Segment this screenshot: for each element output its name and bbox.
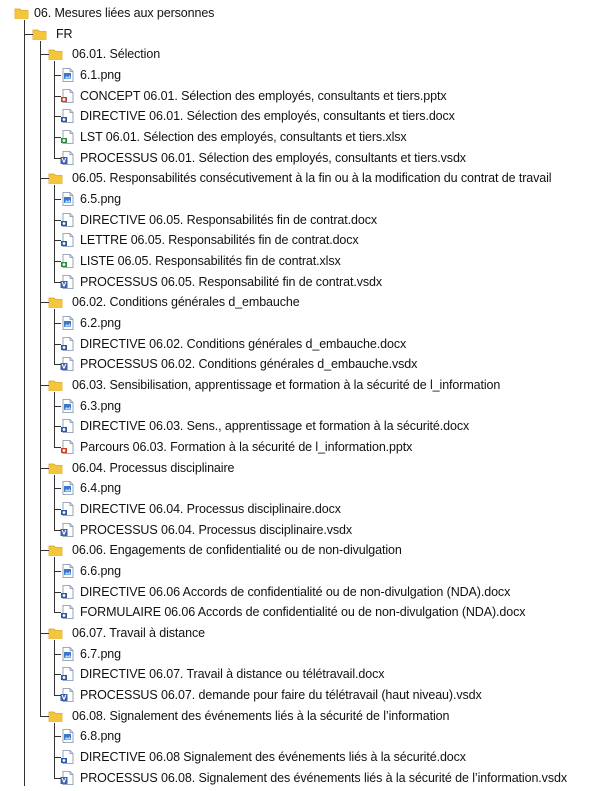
vsdx-file-icon bbox=[60, 357, 75, 371]
file-label: DIRECTIVE 06.06 Accords de confidentialité ou de non-divulgation (NDA).docx bbox=[80, 584, 511, 599]
tree-connector-line bbox=[54, 488, 61, 489]
file-label: PROCESSUS 06.08. Signalement des événements liés à la sécurité de l’information.vsdx bbox=[80, 770, 567, 785]
vsdx-file-icon bbox=[60, 523, 75, 537]
file-label: DIRECTIVE 06.03. Sens., apprentissage et formation à la sécurité.docx bbox=[80, 419, 470, 434]
file-label: 6.8.png bbox=[80, 729, 122, 744]
svg-text:V: V bbox=[61, 281, 67, 289]
file-label: 6.4.png bbox=[80, 481, 122, 496]
tree-connector-line bbox=[54, 426, 61, 427]
tree-connector-line bbox=[54, 612, 61, 613]
file-label: LST 06.01. Sélection des employés, consultants et tiers.xlsx bbox=[80, 130, 407, 145]
tree-connector-line bbox=[54, 695, 61, 696]
docx-file-icon bbox=[60, 109, 75, 123]
tree-connector-line bbox=[54, 282, 61, 283]
tree-connector-line bbox=[54, 240, 61, 241]
tree-connector-line bbox=[54, 199, 61, 200]
folder-icon bbox=[48, 709, 63, 723]
tree-connector-line bbox=[54, 592, 61, 593]
vsdx-file-icon bbox=[60, 151, 75, 165]
file-label: Parcours 06.03. Formation à la sécurité de l_information.pptx bbox=[80, 440, 413, 455]
folder-icon bbox=[14, 6, 29, 20]
tree-connector-line bbox=[54, 654, 61, 655]
file-label: 6.6.png bbox=[80, 564, 122, 579]
png-file-icon bbox=[60, 192, 75, 206]
docx-file-icon bbox=[60, 667, 75, 681]
tree-connector-line bbox=[54, 309, 55, 364]
file-label: LISTE 06.05. Responsabilités fin de contrat.xlsx bbox=[80, 254, 341, 269]
png-file-icon bbox=[60, 399, 75, 413]
file-label: DIRECTIVE 06.02. Conditions générales d_embauche.docx bbox=[80, 336, 407, 351]
png-file-icon bbox=[60, 647, 75, 661]
file-label: DIRECTIVE 06.01. Sélection des employés, consultants et tiers.docx bbox=[80, 109, 455, 124]
folder-icon bbox=[48, 47, 63, 61]
file-label: DIRECTIVE 06.08 Signalement des événements liés à la sécurité.docx bbox=[80, 750, 466, 765]
folder-label: 06.02. Conditions générales d_embauche bbox=[72, 295, 300, 310]
tree-connector-line bbox=[54, 475, 55, 530]
docx-file-icon bbox=[60, 605, 75, 619]
tree-connector-line bbox=[24, 34, 33, 35]
docx-file-icon bbox=[60, 337, 75, 351]
folder-icon bbox=[32, 27, 47, 41]
docx-file-icon bbox=[60, 233, 75, 247]
tree-connector-line bbox=[54, 778, 61, 779]
folder-label: 06.04. Processus disciplinaire bbox=[72, 460, 235, 475]
tree-connector-line bbox=[54, 323, 61, 324]
vsdx-file-icon bbox=[60, 688, 75, 702]
file-label: PROCESSUS 06.05. Responsabilité fin de contrat.vsdx bbox=[80, 274, 382, 289]
folder root-label: 06. Mesures liées aux personnes bbox=[34, 6, 215, 20]
tree-connector-line bbox=[54, 571, 61, 572]
folder-icon bbox=[48, 378, 63, 392]
file-label: FORMULAIRE 06.06 Accords de confidentialité ou de non-divulgation (NDA).docx bbox=[80, 605, 526, 620]
tree-connector-line bbox=[54, 736, 61, 737]
png-file-icon bbox=[60, 564, 75, 578]
file-label: PROCESSUS 06.04. Processus disciplinaire.vsdx bbox=[80, 522, 353, 537]
tree-connector-line bbox=[54, 61, 55, 157]
tree-connector-line bbox=[54, 75, 61, 76]
file-label: DIRECTIVE 06.05. Responsabilités fin de contrat.docx bbox=[80, 212, 378, 227]
folder-label: 06.01. Sélection bbox=[72, 47, 161, 62]
docx-file-icon bbox=[60, 502, 75, 516]
tree-connector-line bbox=[54, 344, 61, 345]
tree-connector-line bbox=[54, 530, 61, 531]
folder-icon bbox=[48, 461, 63, 475]
vsdx-file-icon bbox=[60, 275, 75, 289]
png-file-icon bbox=[60, 316, 75, 330]
tree-connector-line bbox=[40, 54, 49, 55]
svg-text:V: V bbox=[61, 157, 67, 165]
png-file-icon bbox=[60, 68, 75, 82]
tree-connector-line bbox=[54, 757, 61, 758]
file-label: DIRECTIVE 06.04. Processus disciplinaire.docx bbox=[80, 502, 341, 517]
folder-label: 06.06. Engagements de confidentialité ou de non-divulgation bbox=[72, 543, 402, 558]
tree-connector-line bbox=[54, 447, 61, 448]
file-label: PROCESSUS 06.01. Sélection des employés, consultants et tiers.vsdx bbox=[80, 150, 466, 165]
svg-text:V: V bbox=[61, 777, 67, 785]
folder-label: 06.08. Signalement des événements liés à la sécurité de l’information bbox=[72, 708, 450, 723]
xlsx-file-icon bbox=[60, 254, 75, 268]
folder-label: 06.05. Responsabilités consécutivement à la fin ou à la modification du contrat de travail bbox=[72, 171, 552, 186]
docx-file-icon bbox=[60, 750, 75, 764]
tree-connector-line bbox=[54, 364, 61, 365]
folder-label: 06.03. Sensibilisation, apprentissage et formation à la sécurité de l_information bbox=[72, 378, 501, 393]
folder-label: 06.07. Travail à distance bbox=[72, 626, 205, 641]
tree-connector-line bbox=[54, 96, 61, 97]
tree-connector-line bbox=[54, 220, 61, 221]
png-file-icon bbox=[60, 729, 75, 743]
svg-text:V: V bbox=[61, 694, 67, 702]
vsdx-file-icon bbox=[60, 771, 75, 785]
folder-icon bbox=[48, 171, 63, 185]
tree-connector-line bbox=[40, 716, 49, 717]
tree-connector-line bbox=[40, 385, 49, 386]
pptx-file-icon bbox=[60, 89, 75, 103]
tree-connector-line bbox=[40, 302, 49, 303]
svg-text:V: V bbox=[61, 363, 67, 371]
file-label: 6.1.png bbox=[80, 68, 122, 82]
file-label: DIRECTIVE 06.07. Travail à distance ou télétravail.docx bbox=[80, 667, 385, 682]
tree-connector-line bbox=[54, 406, 61, 407]
tree-connector-line bbox=[54, 723, 55, 778]
file-label: PROCESSUS 06.07. demande pour faire du télétravail (haut niveau).vsdx bbox=[80, 688, 482, 703]
tree-connector-line bbox=[54, 137, 61, 138]
tree-connector-line bbox=[40, 178, 49, 179]
tree-connector-line bbox=[54, 261, 61, 262]
tree-connector-line bbox=[54, 185, 55, 281]
docx-file-icon bbox=[60, 419, 75, 433]
file-label: 6.2.png bbox=[80, 316, 122, 331]
tree-connector-line bbox=[54, 392, 55, 447]
file-label: 6.7.png bbox=[80, 646, 122, 661]
tree-connector-line bbox=[54, 116, 61, 117]
pptx-file-icon bbox=[60, 440, 75, 454]
tree-connector-line bbox=[40, 468, 49, 469]
tree-connector-line bbox=[40, 550, 49, 551]
tree-connector-line bbox=[40, 41, 41, 716]
xlsx-file-icon bbox=[60, 130, 75, 144]
tree-connector-line bbox=[54, 158, 61, 159]
tree-connector-line bbox=[40, 633, 49, 634]
svg-text:V: V bbox=[61, 529, 67, 537]
folder-icon bbox=[48, 295, 63, 309]
file-label: 6.5.png bbox=[80, 192, 122, 207]
docx-file-icon bbox=[60, 585, 75, 599]
folder-label: FR bbox=[56, 26, 73, 41]
tree-connector-line bbox=[24, 20, 25, 786]
tree-connector-line bbox=[54, 509, 61, 510]
png-file-icon bbox=[60, 481, 75, 495]
docx-file-icon bbox=[60, 213, 75, 227]
file-label: LETTRE 06.05. Responsabilités fin de contrat.docx bbox=[80, 233, 359, 248]
tree-connector-line bbox=[54, 640, 55, 695]
file-label: 6.3.png bbox=[80, 398, 122, 413]
file-label: PROCESSUS 06.02. Conditions générales d_embauche.vsdx bbox=[80, 357, 418, 372]
tree-connector-line bbox=[54, 674, 61, 675]
tree-connector-line bbox=[54, 557, 55, 612]
file-label: CONCEPT 06.01. Sélection des employés, consultants et tiers.pptx bbox=[80, 88, 447, 103]
folder-icon bbox=[48, 626, 63, 640]
folder-icon bbox=[48, 543, 63, 557]
